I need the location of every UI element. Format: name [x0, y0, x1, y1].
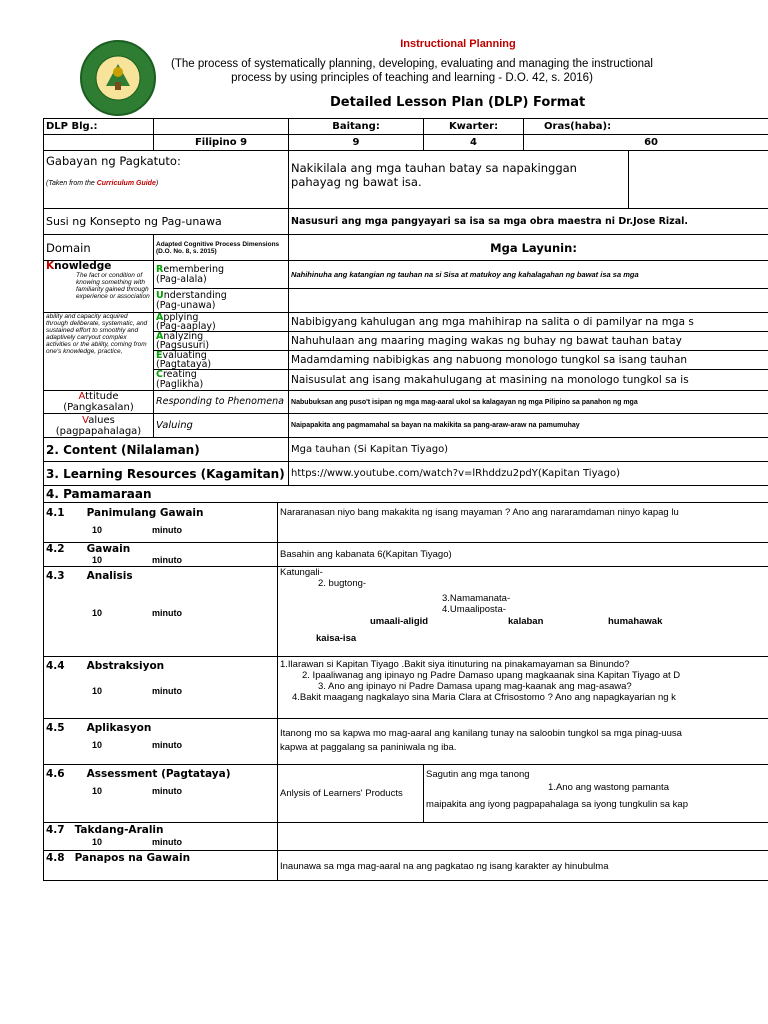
step-4-8-label: 4.8 Panapos na Gawain	[44, 851, 278, 881]
abstraksiyon-q2: 2. Ipaaliwanag ang ipinayo ng Padre Damaso upang magkaanak sina Kapitan Tiyago at D	[302, 670, 681, 681]
remembering-objective: Nahihinuha ang katangian ng tauhan na si Sisa at matukoy ang kahalagahan ng bawat isa sa mga	[289, 261, 768, 289]
step-4-1-text: Nararanasan niyo bang makakita ng isang mayaman ? Ano ang nararamdaman ninyo kapag lu	[278, 503, 768, 543]
remembering-cell: Remembering (Pag-alala)	[154, 261, 289, 289]
aplikasyon-line-2: kapwa at paggalang sa paniniwala ng iba.	[280, 742, 457, 753]
step-4-2-text: Basahin ang kabanata 6(Kapitan Tiyago)	[278, 543, 768, 567]
deped-logo	[80, 40, 156, 116]
gabayan-cell	[44, 151, 289, 209]
evaluating-objective: Madamdaming nabibigkas ang nabuong monologo tungkol sa isang tauhan	[289, 351, 768, 370]
values-objective: Naipapakita ang pagmamahal sa bayan na makikita sa pang-araw-araw na pamumuhay	[289, 414, 768, 438]
note-prefix: (Taken from the	[46, 180, 97, 187]
abstraksiyon-q1: 1.Ilarawan si Kapitan Tiyago .Bakit siya itinuturing na pinakamayaman sa Binundo?	[280, 659, 630, 670]
content-value: Mga tauhan (Si Kapitan Tiyago)	[289, 438, 768, 462]
pamamaraan-label: 4. Pamamaraan	[44, 486, 768, 503]
attitude-objective: Nabubuksan ang puso't isipan ng mga mag-aaral ukol sa kalagayan ng mga Pilipino sa panahon ng mga	[289, 391, 768, 414]
evaluating-cell: Evaluating (Pagtataya)	[154, 351, 289, 370]
analysis-line-2: 2. bugtong-	[318, 578, 367, 589]
step-4-3-label: 4.3 Analisis 10 minuto	[44, 567, 278, 657]
analysis-words: umaali-aligid kalaban humahawak	[370, 616, 663, 627]
subject-value: Filipino 9	[154, 135, 289, 151]
oras-label: Oras(haba):	[524, 119, 768, 135]
understanding-cell: Understanding (Pag-unawa)	[154, 289, 289, 313]
values-cell: Values (pagpapahalaga)	[44, 414, 154, 438]
understanding-objective	[289, 289, 768, 313]
seal-icon	[82, 42, 154, 114]
aplikasyon-line-1: Itanong mo sa kapwa mo mag-aaral ang kanilang tunay na saloobin tungkol sa mga pinag-uusa	[280, 728, 682, 739]
susi-value: Nasusuri ang mga pangyayari sa isa sa mga obra maestra ni Dr.Jose Rizal.	[289, 209, 768, 235]
analysis-line-3: 3.Namamanata-	[442, 593, 511, 604]
step-4-2-label: 4.2 Gawain 10 minuto	[44, 543, 278, 567]
note-suffix: )	[155, 180, 159, 187]
dlp-label: DLP Blg.:	[44, 119, 154, 135]
lesson-plan-sheet	[43, 118, 768, 998]
dlp-format-title: Detailed Lesson Plan (DLP) Format	[330, 95, 586, 110]
assessment-method: Anlysis of Learners' Products	[278, 765, 424, 823]
skills-desc: ability and capacity acquired through deliberate, systematic, and sustained effort to smoothly and adaptively carryout complex activities or the ability, coming from one's knowledge, practice,	[46, 313, 148, 355]
step-4-5-text	[278, 719, 768, 765]
assessment-line-1: Sagutin ang mga tanong	[426, 769, 530, 780]
mga-layunin-label: Mga Layunin:	[289, 235, 768, 261]
oras-value: 60	[524, 135, 768, 151]
applying-cell: Applying (Pag-aaplay)	[154, 313, 289, 332]
analysis-word-4: kaisa-isa	[316, 633, 357, 644]
baitang-value: 9	[289, 135, 424, 151]
page-title: Instructional Planning	[400, 38, 516, 50]
abstraksiyon-q3: 3. Ano ang ipinayo ni Padre Damasa upang mag-kaanak ang mag-asawa?	[318, 681, 632, 692]
creating-objective: Naisusulat ang isang makahulugang at masining na monologo tungkol sa is	[289, 370, 768, 391]
analysis-line-4: 4.Umaaliposta-	[442, 604, 506, 615]
creating-cell: Creating (Paglikha)	[154, 370, 289, 391]
domain-label: Domain	[44, 235, 154, 261]
gabayan-value: Nakikilala ang mga tauhan batay sa napakinggan pahayag ng bawat isa.	[289, 151, 629, 209]
baitang-label: Baitang:	[289, 119, 424, 135]
step-4-1-label: 4.1 Panimulang Gawain 10 minuto	[44, 503, 278, 543]
step-4-6-label: 4.6 Assessment (Pagtataya) 10 minuto	[44, 765, 278, 823]
analyzing-objective: Nahuhulaan ang maaring maging wakas ng buhay ng bawat tauhan batay	[289, 332, 768, 351]
gabayan-label: Gabayan ng Pagkatuto:	[46, 154, 181, 168]
attitude-cell: Attitude (Pangkasalan)	[44, 391, 154, 414]
step-4-5-label: 4.5 Aplikasyon 10 minuto	[44, 719, 278, 765]
attitude-process: Responding to Phenomena	[154, 391, 289, 414]
knowledge-cell: Knowledge The fact or condition of knowing something with familiarity gained through experience or association	[44, 261, 154, 313]
step-4-7-label: 4.7 Takdang-Aralin 10 minuto	[44, 823, 278, 851]
step-4-3-text	[278, 567, 768, 657]
abstraksiyon-q4: 4.Bakit maagang nagkalayo sina Maria Clara at Cfrisostomo ? Ano ang napagkayarian ng k	[292, 692, 676, 703]
resources-label: 3. Learning Resources (Kagamitan)	[44, 462, 289, 486]
applying-objective: Nabibigyang kahulugan ang mga mahihirap na salita o di pamilyar na mga s	[289, 313, 768, 332]
lesson-plan-table	[43, 118, 768, 881]
step-4-4-text	[278, 657, 768, 719]
skills-cell	[44, 313, 154, 391]
kwarter-label: Kwarter:	[424, 119, 524, 135]
analysis-line-1: Katungali-	[280, 567, 323, 578]
values-process: Valuing	[154, 414, 289, 438]
step-4-8-text: Inaunawa sa mga mag-aaral na ang pagkatao ng isang karakter ay hinubulma	[278, 851, 768, 881]
step-4-6-text	[424, 765, 768, 823]
content-label: 2. Content (Nilalaman)	[44, 438, 289, 462]
resources-link[interactable]: https://www.youtube.com/watch?v=lRhddzu2pdY(Kapitan Tiyago)	[289, 462, 768, 486]
susi-label: Susi ng Konsepto ng Pag-unawa	[44, 209, 289, 235]
assessment-line-2: 1.Ano ang wastong pamanta	[548, 782, 669, 793]
kwarter-value: 4	[424, 135, 524, 151]
step-4-4-label: 4.4 Abstraksiyon 10 minuto	[44, 657, 278, 719]
page-subtitle: (The process of systematically planning, developing, evaluating and managing the instructional process by using principles of teaching and learning - D.O. 42, s. 2016)	[170, 58, 653, 84]
assessment-line-3: maipakita ang iyong pagpapahalaga sa iyong tungkulin sa kap	[426, 799, 689, 810]
step-4-7-text	[278, 823, 768, 851]
knowledge-desc: The fact or condition of knowing something with familiarity gained through experience or association	[76, 272, 150, 300]
curriculum-note	[46, 180, 286, 187]
curriculum-guide-link[interactable]: Curriculum Guide	[96, 180, 156, 187]
analyzing-cell: Analyzing (Pagsusuri)	[154, 332, 289, 351]
adapted-dimensions: Adapted Cognitive Process Dimensions (D.O. No. 8, s. 2015)	[154, 235, 289, 261]
